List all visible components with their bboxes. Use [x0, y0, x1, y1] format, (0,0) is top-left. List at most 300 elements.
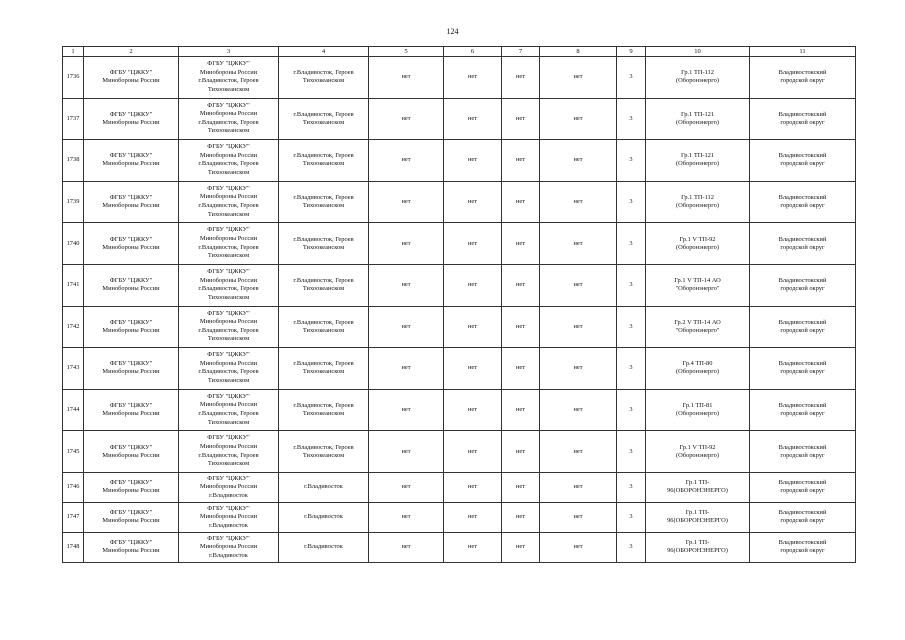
category-cell: 3 — [617, 140, 646, 182]
district-cell — [750, 306, 856, 348]
table-row — [63, 532, 856, 562]
owner-cell — [84, 502, 179, 532]
owner-address-cell — [179, 431, 279, 473]
power-source-cell — [646, 264, 750, 306]
cell-line: ФГБУ "ЦЖКУ" — [207, 534, 250, 542]
cell-line: городской округ — [780, 547, 825, 555]
cell-line: Минобороны России — [102, 243, 160, 251]
cell-line: Гр.4 ТП-80 — [682, 360, 713, 368]
col8-cell: нет — [540, 181, 617, 223]
col7-cell: нет — [502, 181, 540, 223]
cell-line: Минобороны России — [199, 151, 258, 159]
cell-line: Гр.1 ТП-112 — [681, 69, 714, 77]
power-source-cell — [646, 306, 750, 348]
cell-line: Тихоокеанском — [207, 127, 250, 135]
category-cell: 3 — [617, 306, 646, 348]
cell-line: городской округ — [780, 326, 825, 334]
cell-line: ФГБУ "ЦЖКУ" — [207, 504, 250, 512]
category-cell: 3 — [617, 472, 646, 502]
col8-cell: нет — [540, 140, 617, 182]
col7-cell: нет — [502, 431, 540, 473]
district-cell — [750, 431, 856, 473]
cell-line: Минобороны России — [199, 193, 258, 201]
address-cell — [279, 140, 369, 182]
cell-line: Тихоокеанском — [302, 202, 345, 210]
cell-line: 96(ОБОРОНЭНЕРГО) — [667, 517, 728, 525]
cell-line: "Оборонэнерго" — [675, 326, 720, 334]
owner-address-cell — [179, 98, 279, 140]
col6-cell: нет — [444, 223, 502, 265]
cell-line: г.Владивосток, Героев — [198, 451, 259, 459]
cell-line: Минобороны России — [102, 487, 160, 495]
cell-line: (Оборонэнерго) — [676, 368, 719, 376]
owner-address-cell — [179, 264, 279, 306]
cell-line: Гр.1 V ТП-92 — [679, 443, 716, 451]
owner-address-cell — [179, 389, 279, 431]
col7-cell: нет — [502, 502, 540, 532]
cell-line: Владивостокский — [778, 194, 827, 202]
cell-line: Минобороны России — [199, 276, 258, 284]
cell-line: Владивостокский — [778, 277, 827, 285]
col8-cell: нет — [540, 502, 617, 532]
cell-line: г.Владивосток, Героев — [293, 277, 354, 285]
cell-line: г.Владивосток, Героев — [293, 443, 354, 451]
cell-line: ФГБУ "ЦЖКУ" — [207, 351, 250, 359]
col8-cell: нет — [540, 431, 617, 473]
cell-line: Владивостокский — [778, 360, 827, 368]
cell-line: Минобороны России — [102, 547, 160, 555]
col5-cell: нет — [369, 472, 444, 502]
cell-line: Владивостокский — [778, 110, 827, 118]
owner-address-cell — [179, 223, 279, 265]
col5-cell: нет — [369, 57, 444, 99]
row-number: 1743 — [63, 348, 84, 390]
cell-line: ФГБУ "ЦЖКУ" — [109, 443, 153, 451]
owner-cell — [84, 348, 179, 390]
cell-line: 96(ОБОРОНЭНЕРГО) — [667, 547, 728, 555]
cell-line: г.Владивосток — [209, 521, 248, 529]
col5-cell: нет — [369, 306, 444, 348]
cell-line: ФГБУ "ЦЖКУ" — [207, 101, 250, 109]
category-cell: 3 — [617, 98, 646, 140]
col7-cell: нет — [502, 98, 540, 140]
address-cell — [279, 502, 369, 532]
cell-line: Тихоокеанском — [207, 418, 250, 426]
owner-address-cell — [179, 57, 279, 99]
cell-line: Минобороны России — [102, 160, 160, 168]
cell-line: Минобороны России — [199, 68, 258, 76]
column-header: 9 — [617, 47, 646, 57]
table-row — [63, 98, 856, 140]
cell-line: Владивостокский — [778, 235, 827, 243]
district-cell — [750, 140, 856, 182]
cell-line: городской округ — [780, 451, 825, 459]
cell-line: (Оборонэнерго) — [676, 118, 719, 126]
cell-line: Владивостокский — [778, 402, 827, 410]
page-number: 124 — [446, 27, 459, 36]
cell-line: (Оборонэнерго) — [676, 77, 719, 85]
category-cell: 3 — [617, 181, 646, 223]
district-cell — [750, 472, 856, 502]
col8-cell: нет — [540, 57, 617, 99]
power-source-cell — [646, 57, 750, 99]
cell-line: г.Владивосток, Героев — [198, 368, 259, 376]
power-source-cell — [646, 98, 750, 140]
cell-line: (Оборонэнерго) — [676, 160, 719, 168]
cell-line: Минобороны России — [199, 483, 258, 491]
col6-cell: нет — [444, 532, 502, 562]
cell-line: ФГБУ "ЦЖКУ" — [207, 268, 250, 276]
col6-cell: нет — [444, 431, 502, 473]
cell-line: Минобороны России — [102, 202, 160, 210]
owner-address-cell — [179, 348, 279, 390]
cell-line: ФГБУ "ЦЖКУ" — [207, 474, 250, 482]
cell-line: г.Владивосток — [209, 551, 248, 559]
col7-cell: нет — [502, 472, 540, 502]
table-row — [63, 306, 856, 348]
cell-line: городской округ — [780, 410, 825, 418]
cell-line: городской округ — [780, 118, 825, 126]
table-row — [63, 57, 856, 99]
cell-line: ФГБУ "ЦЖКУ" — [109, 318, 153, 326]
address-cell — [279, 306, 369, 348]
table-body — [63, 57, 856, 563]
address-cell — [279, 431, 369, 473]
cell-line: Тихоокеанском — [302, 77, 345, 85]
table-row — [63, 223, 856, 265]
owner-cell — [84, 98, 179, 140]
col5-cell: нет — [369, 223, 444, 265]
cell-line: г.Владивосток — [209, 491, 248, 499]
cell-line: Тихоокеанском — [302, 368, 345, 376]
cell-line: ФГБУ "ЦЖКУ" — [109, 360, 153, 368]
cell-line: г.Владивосток, Героев — [293, 402, 354, 410]
cell-line: Тихоокеанском — [302, 118, 345, 126]
cell-line: Гр.1 V ТП-14 АО — [674, 277, 721, 285]
cell-line: Владивостокский — [778, 479, 827, 487]
row-number: 1740 — [63, 223, 84, 265]
row-number: 1744 — [63, 389, 84, 431]
column-header: 1 — [63, 47, 84, 57]
col6-cell: нет — [444, 502, 502, 532]
cell-line: Тихоокеанском — [207, 460, 250, 468]
column-header: 8 — [540, 47, 617, 57]
category-cell: 3 — [617, 264, 646, 306]
cell-line: ФГБУ "ЦЖКУ" — [207, 309, 250, 317]
cell-line: Тихоокеанском — [302, 243, 345, 251]
cell-line: ФГБУ "ЦЖКУ" — [109, 539, 153, 547]
cell-line: г.Владивосток, Героев — [198, 77, 259, 85]
col7-cell: нет — [502, 264, 540, 306]
cell-line: ФГБУ "ЦЖКУ" — [109, 194, 153, 202]
cell-line: ФГБУ "ЦЖКУ" — [207, 184, 250, 192]
district-cell — [750, 389, 856, 431]
registry-table — [62, 46, 856, 563]
cell-line: Минобороны России — [199, 401, 258, 409]
row-number: 1739 — [63, 181, 84, 223]
address-cell — [279, 348, 369, 390]
cell-line: городской округ — [780, 202, 825, 210]
cell-line: городской округ — [780, 77, 825, 85]
column-header: 4 — [279, 47, 369, 57]
cell-line: "Оборонэнерго" — [675, 285, 720, 293]
col6-cell: нет — [444, 57, 502, 99]
cell-line: Минобороны России — [102, 410, 160, 418]
owner-cell — [84, 57, 179, 99]
cell-line: г.Владивосток — [304, 543, 343, 551]
cell-line: Владивостокский — [778, 152, 827, 160]
col7-cell: нет — [502, 223, 540, 265]
col8-cell: нет — [540, 472, 617, 502]
cell-line: Минобороны России — [102, 326, 160, 334]
column-header: 5 — [369, 47, 444, 57]
cell-line: г.Владивосток, Героев — [198, 243, 259, 251]
table-row — [63, 348, 856, 390]
power-source-cell — [646, 181, 750, 223]
cell-line: Тихоокеанском — [302, 160, 345, 168]
col6-cell: нет — [444, 306, 502, 348]
address-cell — [279, 389, 369, 431]
col8-cell: нет — [540, 306, 617, 348]
power-source-cell — [646, 348, 750, 390]
cell-line: Минобороны России — [199, 443, 258, 451]
cell-line: Гр.2 V ТП-14 АО — [674, 318, 721, 326]
category-cell: 3 — [617, 389, 646, 431]
address-cell — [279, 472, 369, 502]
table-row — [63, 431, 856, 473]
cell-line: Минобороны России — [102, 285, 160, 293]
cell-line: Минобороны России — [199, 110, 258, 118]
table-row — [63, 181, 856, 223]
column-header: 3 — [179, 47, 279, 57]
col5-cell: нет — [369, 431, 444, 473]
cell-line: Минобороны России — [199, 235, 258, 243]
owner-cell — [84, 532, 179, 562]
owner-cell — [84, 140, 179, 182]
cell-line: Минобороны России — [102, 77, 160, 85]
cell-line: г.Владивосток, Героев — [293, 69, 354, 77]
cell-line: ФГБУ "ЦЖКУ" — [207, 226, 250, 234]
cell-line: Гр.1 ТП-81 — [682, 402, 713, 410]
category-cell: 3 — [617, 431, 646, 473]
col5-cell: нет — [369, 181, 444, 223]
col5-cell: нет — [369, 264, 444, 306]
owner-cell — [84, 306, 179, 348]
power-source-cell — [646, 389, 750, 431]
cell-line: ФГБУ "ЦЖКУ" — [109, 509, 153, 517]
cell-line: г.Владивосток, Героев — [198, 285, 259, 293]
cell-line: ФГБУ "ЦЖКУ" — [207, 434, 250, 442]
cell-line: Владивостокский — [778, 509, 827, 517]
power-source-cell — [646, 472, 750, 502]
col8-cell: нет — [540, 532, 617, 562]
district-cell — [750, 502, 856, 532]
cell-line: Гр.1 V ТП-92 — [679, 235, 716, 243]
row-number: 1748 — [63, 532, 84, 562]
table-row — [63, 140, 856, 182]
owner-cell — [84, 431, 179, 473]
col7-cell: нет — [502, 57, 540, 99]
table-row — [63, 502, 856, 532]
cell-line: г.Владивосток, Героев — [293, 152, 354, 160]
col8-cell: нет — [540, 264, 617, 306]
cell-line: городской округ — [780, 160, 825, 168]
cell-line: Тихоокеанском — [207, 293, 250, 301]
category-cell: 3 — [617, 502, 646, 532]
cell-line: Владивостокский — [778, 539, 827, 547]
cell-line: Гр.1 ТП-121 — [680, 110, 715, 118]
cell-line: Минобороны России — [102, 118, 160, 126]
cell-line: ФГБУ "ЦЖКУ" — [109, 152, 153, 160]
cell-line: г.Владивосток, Героев — [198, 410, 259, 418]
cell-line: ФГБУ "ЦЖКУ" — [109, 402, 153, 410]
cell-line: Минобороны России — [199, 513, 258, 521]
cell-line: г.Владивосток, Героев — [293, 235, 354, 243]
col8-cell: нет — [540, 389, 617, 431]
district-cell — [750, 98, 856, 140]
cell-line: Минобороны России — [199, 318, 258, 326]
power-source-cell — [646, 431, 750, 473]
table-row — [63, 264, 856, 306]
cell-line: Минобороны России — [199, 543, 258, 551]
address-cell — [279, 57, 369, 99]
cell-line: г.Владивосток, Героев — [293, 110, 354, 118]
col5-cell: нет — [369, 532, 444, 562]
district-cell — [750, 348, 856, 390]
row-number: 1742 — [63, 306, 84, 348]
owner-cell — [84, 472, 179, 502]
owner-cell — [84, 181, 179, 223]
cell-line: (Оборонэнерго) — [676, 451, 719, 459]
category-cell: 3 — [617, 223, 646, 265]
cell-line: Гр.1 ТП-112 — [681, 194, 714, 202]
owner-cell — [84, 264, 179, 306]
cell-line: Тихоокеанском — [207, 252, 250, 260]
cell-line: Гр.1 ТП- — [685, 509, 710, 517]
column-header: 10 — [646, 47, 750, 57]
cell-line: 96(ОБОРОНЭНЕРГО) — [667, 487, 728, 495]
cell-line: городской округ — [780, 517, 825, 525]
cell-line: Минобороны России — [102, 451, 160, 459]
cell-line: г.Владивосток, Героев — [198, 202, 259, 210]
col5-cell: нет — [369, 98, 444, 140]
cell-line: городской округ — [780, 368, 825, 376]
cell-line: Тихоокеанском — [302, 326, 345, 334]
district-cell — [750, 532, 856, 562]
cell-line: (Оборонэнерго) — [676, 410, 719, 418]
row-number: 1738 — [63, 140, 84, 182]
cell-line: городской округ — [780, 285, 825, 293]
cell-line: г.Владивосток — [304, 483, 343, 491]
col8-cell: нет — [540, 348, 617, 390]
col7-cell: нет — [502, 140, 540, 182]
col6-cell: нет — [444, 181, 502, 223]
cell-line: городской округ — [780, 243, 825, 251]
col6-cell: нет — [444, 264, 502, 306]
cell-line: Тихоокеанском — [207, 210, 250, 218]
col6-cell: нет — [444, 389, 502, 431]
category-cell: 3 — [617, 532, 646, 562]
col5-cell: нет — [369, 140, 444, 182]
cell-line: г.Владивосток, Героев — [293, 360, 354, 368]
cell-line: городской округ — [780, 487, 825, 495]
owner-cell — [84, 389, 179, 431]
cell-line: Тихоокеанском — [207, 377, 250, 385]
column-header: 11 — [750, 47, 856, 57]
cell-line: Гр.1 ТП-121 — [680, 152, 715, 160]
col6-cell: нет — [444, 140, 502, 182]
cell-line: ФГБУ "ЦЖКУ" — [207, 392, 250, 400]
cell-line: ФГБУ "ЦЖКУ" — [207, 143, 250, 151]
cell-line: ФГБУ "ЦЖКУ" — [109, 110, 153, 118]
cell-line: Тихоокеанском — [302, 451, 345, 459]
cell-line: (Оборонэнерго) — [676, 202, 719, 210]
col7-cell: нет — [502, 389, 540, 431]
address-cell — [279, 223, 369, 265]
address-cell — [279, 181, 369, 223]
owner-address-cell — [179, 532, 279, 562]
owner-address-cell — [179, 140, 279, 182]
col7-cell: нет — [502, 532, 540, 562]
district-cell — [750, 57, 856, 99]
cell-line: ФГБУ "ЦЖКУ" — [109, 479, 153, 487]
address-cell — [279, 98, 369, 140]
cell-line: Тихоокеанском — [302, 285, 345, 293]
row-number: 1745 — [63, 431, 84, 473]
district-cell — [750, 181, 856, 223]
cell-line: ФГБУ "ЦЖКУ" — [109, 277, 153, 285]
cell-line: г.Владивосток, Героев — [198, 118, 259, 126]
cell-line: Тихоокеанском — [207, 335, 250, 343]
cell-line: Гр.1 ТП- — [685, 539, 710, 547]
cell-line: Владивостокский — [778, 318, 827, 326]
row-number: 1741 — [63, 264, 84, 306]
cell-line: Тихоокеанском — [207, 85, 250, 93]
cell-line: г.Владивосток — [304, 513, 343, 521]
cell-line: Минобороны России — [199, 359, 258, 367]
cell-line: г.Владивосток, Героев — [198, 326, 259, 334]
table-row — [63, 389, 856, 431]
col6-cell: нет — [444, 472, 502, 502]
col5-cell: нет — [369, 389, 444, 431]
row-number: 1736 — [63, 57, 84, 99]
header-row — [63, 47, 856, 57]
row-number: 1747 — [63, 502, 84, 532]
power-source-cell — [646, 532, 750, 562]
cell-line: г.Владивосток, Героев — [198, 160, 259, 168]
district-cell — [750, 264, 856, 306]
row-number: 1746 — [63, 472, 84, 502]
cell-line: Минобороны России — [102, 517, 160, 525]
cell-line: Владивостокский — [778, 69, 827, 77]
owner-address-cell — [179, 181, 279, 223]
col5-cell: нет — [369, 348, 444, 390]
owner-address-cell — [179, 502, 279, 532]
power-source-cell — [646, 140, 750, 182]
address-cell — [279, 532, 369, 562]
cell-line: (Оборонэнерго) — [676, 243, 719, 251]
cell-line: Гр.1 ТП- — [685, 479, 710, 487]
col8-cell: нет — [540, 223, 617, 265]
power-source-cell — [646, 502, 750, 532]
col6-cell: нет — [444, 98, 502, 140]
owner-cell — [84, 223, 179, 265]
col7-cell: нет — [502, 306, 540, 348]
col6-cell: нет — [444, 348, 502, 390]
owner-address-cell — [179, 306, 279, 348]
cell-line: Тихоокеанском — [207, 169, 250, 177]
col8-cell: нет — [540, 98, 617, 140]
